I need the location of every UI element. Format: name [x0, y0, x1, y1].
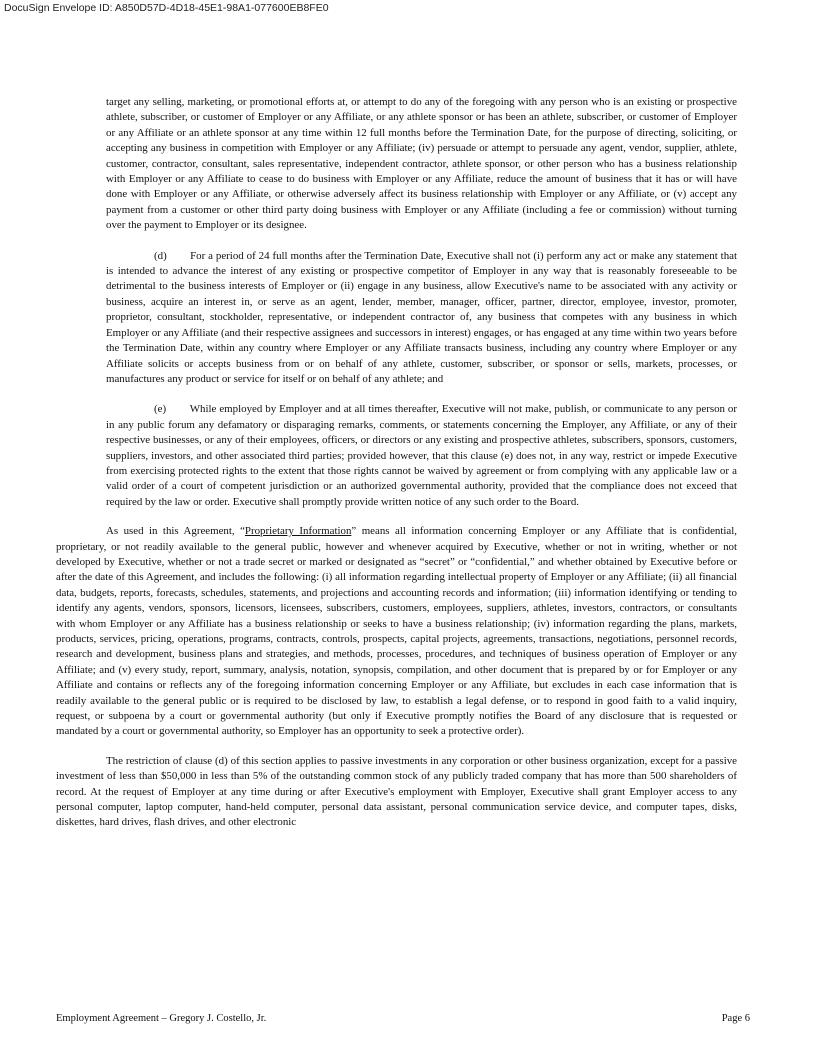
- docusign-envelope-id: DocuSign Envelope ID: A850D57D-4D18-45E1-98A1-077600EB8FE0: [4, 2, 329, 14]
- document-body: [56, 95, 737, 831]
- proprietary-lead: As used in this Agreement, “: [106, 525, 245, 538]
- proprietary-text: ” means all information concerning Employer or any Affiliate that is confidential, proprietary, or not readily available to the general public, however and whenever acquired by Executive, whether or not in writing, whether or not developed by Executive, whether or not a trade secret or marked or designated as “secret” or “confidential,” and whether obtained by Executive before or after the date of this Agreement, and includes the following: (i) all information regarding intellectual property of Employer or any Affiliate; (ii) all financial data, budgets, reports, forecasts, schedules, statements, and projections and accounting records and information; (iii) information identifying or tending to identify any agents, vendors, sponsors, licensors, licensees, subscribers, customers, employees, suppliers, athletes, investors, contractors, or consultants with whom Employer or any Affiliate has a business relationship or seeks to have a business relationship; (iv) information regarding the plans, markets, products, services, pricing, operations, programs, contracts, controls, prospects, capital projects, agreements, transactions, negotiations, personnel records, research and development, business plans and strategies, and methods, processes, procedures, and techniques of business operation of Employer or any Affiliate; and (v) every study, report, summary, analysis, notation, synopsis, compilation, and other document that is prepared by or for Employer or any Affiliate and contains or reflects any of the foregoing information concerning Employer or any Affiliate, but excludes in each case information that is readily available to the general public or is required to be disclosed by law, to establish a legal defense, or to respond in good faith to a valid inquiry, request, or subpoena by a court or governmental authority (but only if Executive promptly notifies the Board of any disclosure that is requested or mandated by a court or governmental authority, so Employer has an opportunity to seek a protective order).: [56, 525, 737, 738]
- footer-document-title: Employment Agreement – Gregory J. Costello, Jr.: [56, 1013, 267, 1024]
- clause-e-text: While employed by Employer and at all times thereafter, Executive will not make, publish, or communicate to any person or in any public forum any defamatory or disparaging remarks, comments, or statements concerning the Employer, any Affiliate, or any of their respective businesses, or any of their employees, officers, or directors or any existing and prospective athletes, subscribers, sponsors, customers, suppliers, investors, and other associated third parties; provided however, that this clause (e) does not, in any way, restrict or impede Executive from exercising protected rights to the extent that those rights cannot be waived by agreement or from complying with any applicable law or a valid order of a court of competent jurisdiction or an authorized governmental authority, provided that the compliance does not exceed that required by the law or order. Executive shall promptly provide written notice of any such order to the Board.: [106, 403, 738, 508]
- clause-d-text: For a period of 24 full months after the Termination Date, Executive shall not (i) perform any act or make any statement that is intended to advance the interest of any existing or prospective competitor of Employer in any way that is reasonably foreseeable to be detrimental to the business interests of Employer or (ii) engage in any business, allow Executive's name to be associated with any activity or business, acquire an interest in, or serve as an agent, lender, member, manager, officer, partner, director, employee, investor, promoter, proprietor, consultant, stockholder, representative, or independent contractor of, any business that competes with any business in which Employer or any Affiliate (and their respective assignees and successors in interest) engages, or has engaged at any time within two years before the Termination Date, within any country where Employer or any Affiliate transacts business, including any country where Employer or any Affiliate solicits or accepts business from or on behalf of any athlete, customer, subscriber, or sponsor or sells, markets, processes, or manufactures any product or service for itself or on behalf of any athlete; and: [106, 249, 737, 385]
- proprietary-information-term: Proprietary Information: [244, 525, 352, 538]
- clause-d: [56, 249, 737, 388]
- proprietary-information-paragraph: [56, 524, 737, 740]
- clause-e-label: (e): [154, 403, 167, 416]
- page-number: Page 6: [721, 1013, 750, 1024]
- clause-e: [56, 402, 737, 510]
- page-footer: [56, 1013, 750, 1024]
- restriction-paragraph: The restriction of clause (d) of this section applies to passive investments in any corporation or other business organization, except for a passive investment of less than $50,000 in less than 5% of the outstanding common stock of any publicly traded company that has more than 500 shareholders of record. At the request of Employer at any time during or after Executive's employment with Employer, Executive shall grant Employer access to any personal computer, laptop computer, hand-held computer, personal data assistant, personal communication service device, and computer tapes, disks, diskettes, hard drives, flash drives, and other electronic: [56, 754, 737, 829]
- clause-c-continued: target any selling, marketing, or promotional efforts at, or attempt to do any of the foregoing with any person who is an existing or prospective athlete, subscriber, or customer of Employer or any Affiliate, or any athlete sponsor or has been an athlete, subscriber, or customer of Employer or any Affiliate or an athlete sponsor at any time within 12 full months before the Termination Date, for the purpose of directing, soliciting, or accepting any business in competition with Employer or any Affiliate; (iv) persuade or attempt to persuade any agent, vendor, supplier, athlete, customer, contractor, consultant, sales representative, independent contractor, athlete sponsor, or other person who has a business relationship with Employer or any Affiliate to cease to do business with Employer or any Affiliate, reduce the amount of business that it has or will have done with Employer or any Affiliate, or otherwise adversely affect its business relationship with Employer or any Affiliate, or (v) accept any payment from a customer or other third party doing business with Employer or any Affiliate (including a fee or commission) without turning over the payment to Employer or its designee.: [106, 96, 737, 232]
- clause-d-label: (d): [154, 249, 167, 262]
